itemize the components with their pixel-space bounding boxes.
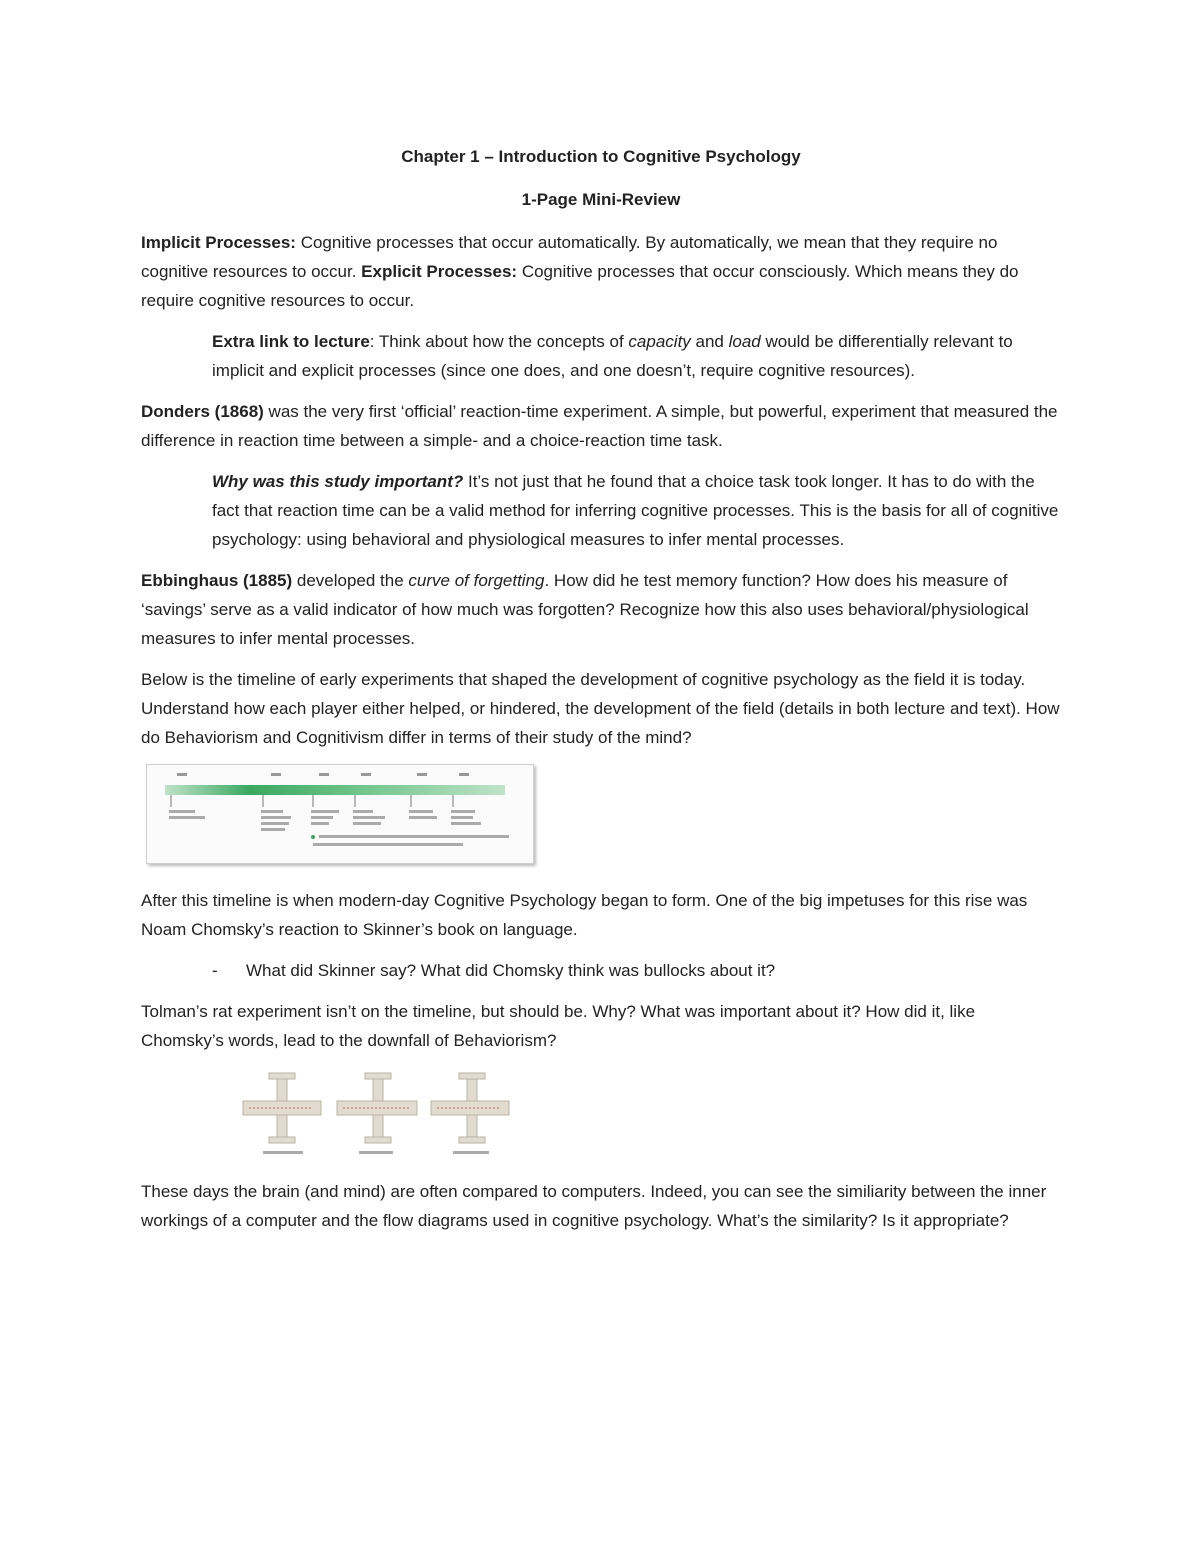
- extra-link-text-2: and: [690, 332, 729, 351]
- bullet-text: What did Skinner say? What did Chomsky think was bullocks about it?: [246, 961, 776, 980]
- document-body: [141, 142, 1061, 1247]
- paragraph-extra-link: [212, 327, 1061, 385]
- timeline-illustration: [147, 765, 533, 863]
- timeline-figure: [146, 764, 534, 864]
- ebbinghaus-label: Ebbinghaus (1885): [141, 571, 293, 590]
- page-title: Chapter 1 – Introduction to Cognitive Psychology: [401, 147, 801, 166]
- implicit-text: Cognitive processes that occur automatically. By automatically, we mean that they require no cognitive resources to occur.: [141, 233, 998, 281]
- paragraph-donders: [141, 397, 1061, 455]
- explicit-label: Explicit Processes:: [361, 262, 518, 281]
- extra-link-text-3: would be differentially relevant to implicit and explicit processes (since one does, and one doesn’t, require cognitive resources).: [212, 332, 1013, 380]
- paragraph-ebbinghaus: [141, 566, 1061, 653]
- capacity-term: capacity: [628, 332, 691, 351]
- maze-illustration: [241, 1067, 513, 1159]
- implicit-label: Implicit Processes:: [141, 233, 296, 252]
- extra-link-label: Extra link to lecture: [212, 332, 370, 351]
- paragraph-implicit-explicit: [141, 228, 1061, 315]
- ebbinghaus-text-1: developed the: [292, 571, 409, 590]
- page-subtitle: 1-Page Mini-Review: [521, 190, 681, 209]
- bullet-dash: -: [212, 961, 218, 980]
- paragraph-why-important: [212, 467, 1061, 554]
- paragraph-computers: These days the brain (and mind) are often compared to computers. Indeed, you can see the similiarity between the inner workings of a computer and the flow diagrams used in cognitive psychology. What’s the similarity? Is it appropriate?: [141, 1182, 1047, 1230]
- donders-text: was the very first ‘official’ reaction-time experiment. A simple, but powerful, experiment that measured the difference in reaction time between a simple- and a choice-reaction time task.: [141, 402, 1058, 450]
- maze-figure: [241, 1067, 513, 1159]
- explicit-text: Cognitive processes that occur consciously. Which means they do require cognitive resources to occur.: [141, 262, 1019, 310]
- list-item: [212, 956, 1061, 985]
- extra-link-text-1: : Think about how the concepts of: [369, 332, 629, 351]
- ebbinghaus-text-2: . How did he test memory function? How does his measure of ‘savings’ serve as a valid indicator of how much was forgotten? Recognize how this also uses behavioral/physiological measures to infer mental processes.: [141, 571, 1029, 648]
- paragraph-after-timeline: After this timeline is when modern-day Cognitive Psychology began to form. One of the big impetuses for this rise was Noam Chomsky’s reaction to Skinner’s book on language.: [141, 891, 1028, 939]
- donders-label: Donders (1868): [141, 402, 264, 421]
- why-important-text: It’s not just that he found that a choice task took longer. It has to do with the fact that reaction time can be a valid method for inferring cognitive processes. This is the basis for all of cognitive psychology: using behavioral and physiological measures to infer mental processes.: [212, 472, 1059, 549]
- why-important-question: Why was this study important?: [212, 472, 464, 491]
- curve-of-forgetting-term: curve of forgetting: [408, 571, 545, 590]
- load-term: load: [728, 332, 761, 351]
- paragraph-tolman: Tolman’s rat experiment isn’t on the timeline, but should be. Why? What was important about it? How did it, like Chomsky’s words, lead to the downfall of Behaviorism?: [141, 1002, 976, 1050]
- paragraph-timeline-intro: Below is the timeline of early experiments that shaped the development of cognitive psychology as the field it is today. Understand how each player either helped, or hindered, the development of the field (details in both lecture and text). How do Behaviorism and Cognitivism differ in terms of their study of the mind?: [141, 670, 1060, 747]
